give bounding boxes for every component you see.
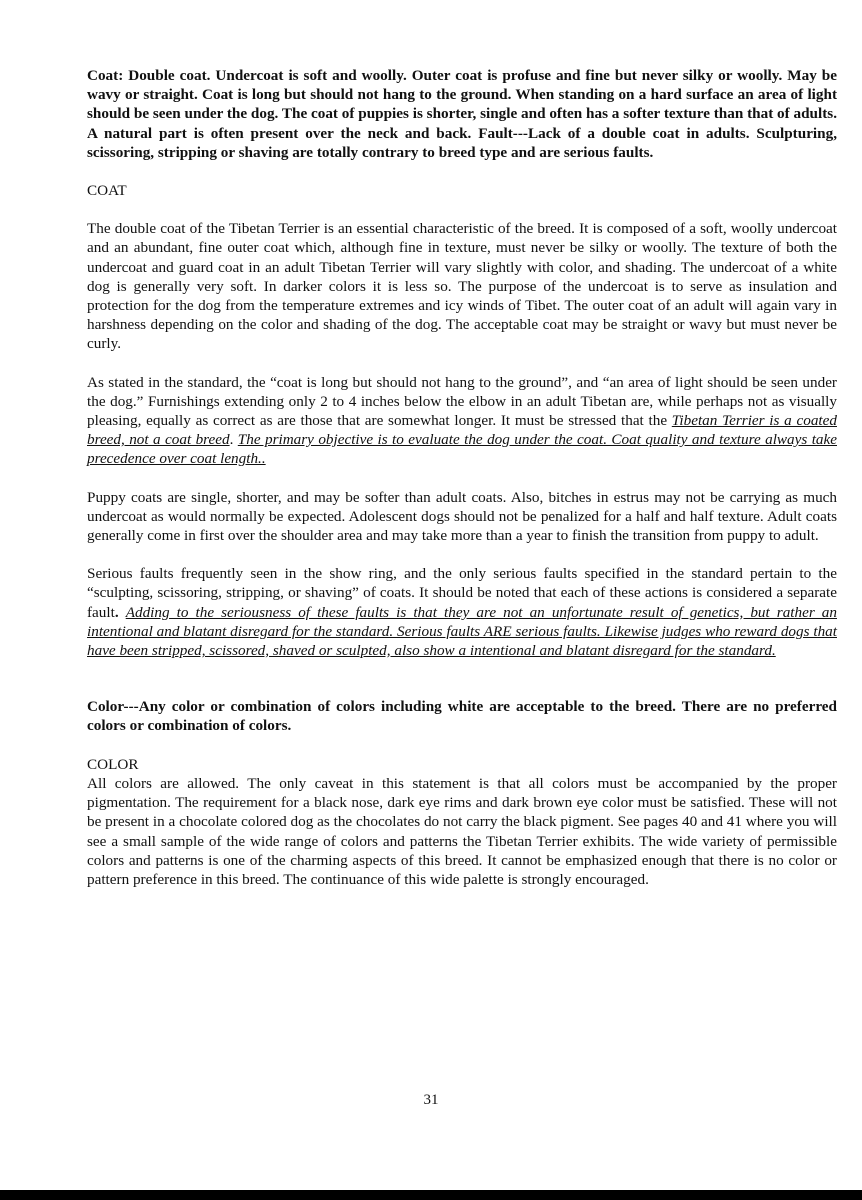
- coat-paragraph-2-emphasis-1: Tibetan Terrier is a coated breed, not a coat breed: [87, 412, 837, 449]
- color-paragraph-1: All colors are allowed. The only caveat in this statement is that all colors must be accompanied by the proper pigmentation. The requirement for a black nose, dark eye rims and dark brown eye color must be satisfied. These will not be present in a chocolate colored dog as the chocolates do not carry the black pigment. See pages 40 and 41 where you will see a small sample of the wide range of colors and patterns the Tibetan Terrier exhibits. The wide variety of permissible colors and patterns is one of the charming aspects of this breed. It cannot be emphasized enough that there is no color or pattern preference in this breed. The continuance of this wide palette is strongly encouraged.: [87, 774, 837, 888]
- coat-heading: COAT: [87, 182, 127, 200]
- coat-paragraph-2-text: As stated in the standard, the “coat is long but should not hang to the ground”, and “an area of light should be seen under the dog.” Furnishings extending only 2 to 4 inches below the elbow in an adult Tibetan are, while perhaps not as visually pleasing, equally as correct as are those that are somewhat longer. It must be stressed that the: [87, 373, 837, 430]
- bottom-border-bar: [0, 1190, 862, 1200]
- coat-paragraph-4-emphasis: Adding to the seriousness of these faults is that they are not an unfortunate result of genetics, but rather an intentional and blatant disregard for the standard. Serious faults ARE serious faults. Likewise judges who reward dogs that have been stripped, scissored, shaved or sculpted, also show a intentional and blatant disregard for the standard.: [87, 603, 837, 660]
- standard-color-paragraph: Color---Any color or combination of colors including white are acceptable to the breed. There are no preferred colors or combination of colors.: [87, 698, 837, 735]
- coat-paragraph-3: Puppy coats are single, shorter, and may be softer than adult coats. Also, bitches in estrus may not be carrying as much undercoat as would normally be expected. Adolescent dogs should not be penalized for a half and half texture. Adult coats generally come in first over the shoulder area and may take more than a year to finish the transition from puppy to adult.: [87, 488, 837, 545]
- coat-paragraph-4-period: .: [114, 603, 119, 621]
- coat-paragraph-4-text: Serious faults frequently seen in the show ring, and the only serious faults specified in the standard pertain to the “sculpting, scissoring, stripping, or shaving” of coats. It should be noted that each of these actions is considered a separate fault: [87, 565, 837, 621]
- document-page: [87, 66, 837, 889]
- coat-paragraph-2-separator: .: [229, 431, 238, 449]
- standard-coat-paragraph: Coat: Double coat. Undercoat is soft and woolly. Outer coat is profuse and fine but never silky or woolly. May be wavy or straight. Coat is long but should not hang to the ground. When standing on a hard surface an area of light should be seen under the dog. The coat of puppies is shorter, single and often has a softer texture than that of adults. A natural part is often present over the neck and back. Fault---Lack of a double coat in adults. Sculpturing, scissoring, stripping or shaving are totally contrary to breed type and are serious faults.: [87, 67, 837, 161]
- page-number: 31: [423, 1092, 439, 1108]
- coat-paragraph-1: The double coat of the Tibetan Terrier is an essential characteristic of the breed. It is composed of a soft, woolly undercoat and an abundant, fine outer coat which, although fine in texture, must never be silky or woolly. The texture of both the undercoat and guard coat in an adult Tibetan Terrier will vary slightly with color, and shading. The undercoat of a white dog is generally very soft. In darker colors it is less so. The purpose of the undercoat is to serve as insulation and protection for the dog from the temperature extremes and icy winds of Tibet. The outer coat of an adult will again vary in harshness depending on the color and shading of the dog. The acceptable coat may be straight or wavy but must never be curly.: [87, 220, 837, 353]
- coat-paragraph-4: [87, 564, 837, 660]
- coat-paragraph-2: [87, 373, 837, 469]
- coat-paragraph-2-emphasis-2: The primary objective is to evaluate the dog under the coat. Coat quality and texture always take precedence over coat length..: [87, 431, 837, 468]
- color-heading: COLOR: [87, 755, 139, 773]
